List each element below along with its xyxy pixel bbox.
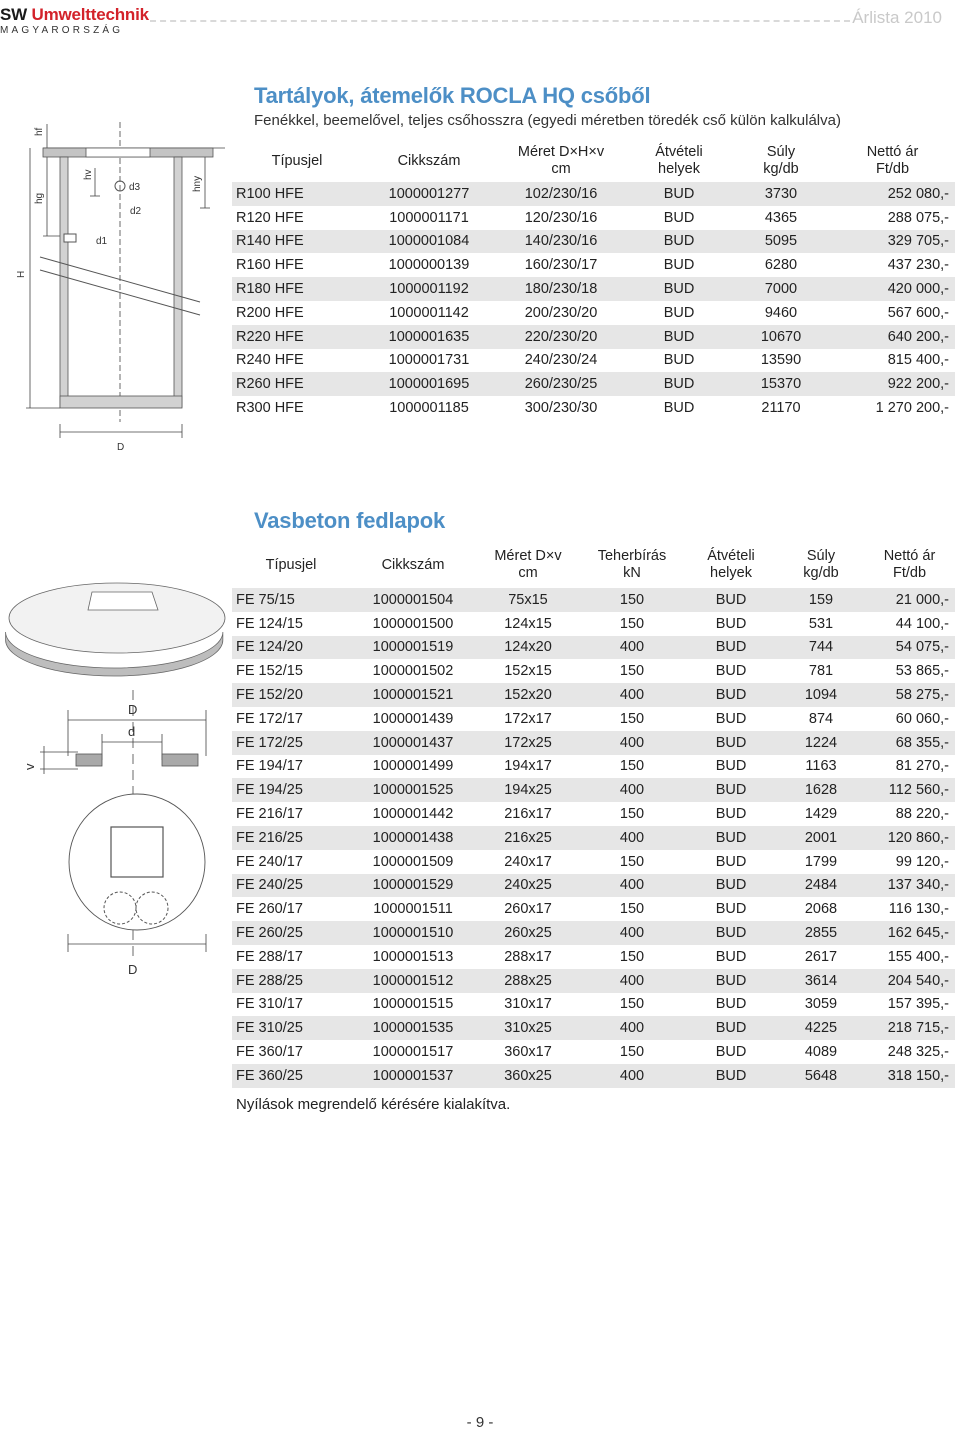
cell-load: 150 xyxy=(619,853,645,870)
cell-price: 162 645,- xyxy=(864,921,955,945)
cell-load: 150 xyxy=(619,758,645,775)
cell-code: 1000001517 xyxy=(372,1044,454,1061)
brand-country: MAGYARORSZÁG xyxy=(0,25,124,36)
cell-load: 400 xyxy=(580,921,684,945)
cell-load: 150 xyxy=(619,806,645,823)
cell-weight: 1429 xyxy=(804,806,838,823)
table-row xyxy=(232,206,955,230)
cell-code: 1000001504 xyxy=(350,588,476,612)
cell-place: BUD xyxy=(715,996,747,1013)
cell-type: FE 194/17 xyxy=(236,758,303,775)
table-row xyxy=(232,778,955,802)
cell-price: 815 400,- xyxy=(887,352,949,369)
cell-place: BUD xyxy=(684,778,778,802)
tanks-table-body xyxy=(232,182,955,420)
table-row xyxy=(232,707,955,731)
cell-price: 120 860,- xyxy=(864,826,955,850)
table-row xyxy=(232,372,955,396)
cell-place: BUD xyxy=(684,1064,778,1088)
cell-place: BUD xyxy=(684,1016,778,1040)
cell-price: 155 400,- xyxy=(887,948,949,965)
cell-weight: 3059 xyxy=(804,996,838,1013)
cell-size: 194x17 xyxy=(504,758,552,775)
brand-sw: SW xyxy=(0,5,27,24)
cell-code: 1000001635 xyxy=(362,325,496,349)
cell-code: 1000001519 xyxy=(350,636,476,660)
cell-place: BUD xyxy=(684,826,778,850)
cell-code: 1000001525 xyxy=(350,778,476,802)
cell-place: BUD xyxy=(715,615,747,632)
cell-place: BUD xyxy=(663,257,695,274)
cell-weight: 744 xyxy=(778,636,864,660)
cell-size: 240x17 xyxy=(504,853,552,870)
table-row xyxy=(232,636,955,660)
cell-type: FE 124/15 xyxy=(236,615,303,632)
cell-size: 200/230/20 xyxy=(524,304,598,321)
cell-price: 112 560,- xyxy=(864,778,955,802)
cell-code: 1000001442 xyxy=(372,806,454,823)
cell-type: FE 75/15 xyxy=(232,588,350,612)
cell-type: FE 172/25 xyxy=(232,731,350,755)
cell-place: BUD xyxy=(684,874,778,898)
cell-size: 216x25 xyxy=(476,826,580,850)
cell-weight: 4365 xyxy=(764,209,798,226)
cell-load: 150 xyxy=(619,948,645,965)
table-row xyxy=(232,850,955,874)
table-row xyxy=(232,182,955,206)
cell-type: R240 HFE xyxy=(236,352,304,369)
cell-code: 1000001731 xyxy=(388,352,470,369)
cell-price: 420 000,- xyxy=(830,277,955,301)
cell-load: 400 xyxy=(580,969,684,993)
cell-code: 1000001192 xyxy=(362,277,496,301)
brand-logo xyxy=(0,6,150,36)
cell-size: 260x17 xyxy=(504,901,552,918)
table-row xyxy=(232,921,955,945)
cell-price: 288 075,- xyxy=(887,209,949,226)
cell-weight: 1163 xyxy=(805,758,837,775)
label-d2: d2 xyxy=(130,206,142,217)
th-cover-place: Átvételi helyek xyxy=(707,548,755,581)
cell-size: 172x25 xyxy=(476,731,580,755)
cell-code: 1000001537 xyxy=(350,1064,476,1088)
th-code: Cikkszám xyxy=(397,152,461,169)
table-row xyxy=(232,802,955,826)
cell-type: R140 HFE xyxy=(232,230,362,254)
table-row xyxy=(232,755,955,779)
cell-place: BUD xyxy=(626,277,732,301)
cell-type: FE 152/20 xyxy=(232,683,350,707)
cell-place: BUD xyxy=(715,806,747,823)
cell-weight: 4089 xyxy=(804,1044,838,1061)
cell-type: FE 260/17 xyxy=(236,901,303,918)
cell-load: 400 xyxy=(580,683,684,707)
cell-place: BUD xyxy=(715,758,747,775)
table-row xyxy=(232,659,955,683)
cell-code: 1000001502 xyxy=(372,663,454,680)
cell-code: 1000001437 xyxy=(350,731,476,755)
cell-type: R100 HFE xyxy=(232,182,362,206)
cell-type: R160 HFE xyxy=(236,257,304,274)
cell-type: FE 152/15 xyxy=(236,663,303,680)
cell-place: BUD xyxy=(684,588,778,612)
cell-size: 160/230/17 xyxy=(524,257,598,274)
table-row xyxy=(232,897,955,921)
cell-code: 1000001500 xyxy=(372,615,454,632)
table-row xyxy=(232,253,955,277)
label-D: D xyxy=(117,442,125,453)
cell-price: 640 200,- xyxy=(830,325,955,349)
cell-code: 1000001439 xyxy=(372,710,454,727)
cell-price: 137 340,- xyxy=(864,874,955,898)
cell-price: 204 540,- xyxy=(864,969,955,993)
table-row xyxy=(232,277,955,301)
tanks-subtitle: Fenékkel, beemelővel, teljes csőhosszra (egyedi méretben töredék cső külön kalkulálva) xyxy=(254,112,841,129)
cell-load: 150 xyxy=(619,710,645,727)
label-H: H xyxy=(16,270,27,278)
cell-price: 248 325,- xyxy=(887,1044,949,1061)
tanks-title: Tartályok, átemelők ROCLA HQ csőből xyxy=(254,83,651,108)
cell-place: BUD xyxy=(626,372,732,396)
cell-size: 124x20 xyxy=(476,636,580,660)
cell-load: 150 xyxy=(619,615,645,632)
cell-size: 220/230/20 xyxy=(496,325,626,349)
cell-size: 240x25 xyxy=(476,874,580,898)
cell-size: 120/230/16 xyxy=(524,209,598,226)
th-type: Típusjel xyxy=(271,152,323,169)
table-row xyxy=(232,683,955,707)
cell-place: BUD xyxy=(684,969,778,993)
cell-price: 81 270,- xyxy=(895,758,949,775)
cell-place: BUD xyxy=(715,948,747,965)
tank-dimension-lines xyxy=(26,122,225,438)
cell-price: 437 230,- xyxy=(887,257,949,274)
cell-type: FE 172/17 xyxy=(236,710,303,727)
cell-type: FE 288/17 xyxy=(236,948,303,965)
cell-size: 288x25 xyxy=(476,969,580,993)
cell-price: 116 130,- xyxy=(888,901,949,918)
cell-size: 152x20 xyxy=(476,683,580,707)
cell-weight: 13590 xyxy=(760,352,802,369)
cell-type: R200 HFE xyxy=(236,304,304,321)
label-cover-D-bottom: D xyxy=(128,962,138,977)
cell-weight: 2617 xyxy=(804,948,838,965)
cell-size: 152x15 xyxy=(504,663,552,680)
label-hf: hf xyxy=(34,127,45,136)
cell-load: 400 xyxy=(580,874,684,898)
label-hny: hny xyxy=(192,175,203,192)
cell-price: 252 080,- xyxy=(830,182,955,206)
cell-load: 400 xyxy=(580,1016,684,1040)
cell-size: 102/230/16 xyxy=(496,182,626,206)
cell-load: 400 xyxy=(580,636,684,660)
cell-weight: 5648 xyxy=(778,1064,864,1088)
cell-weight: 2001 xyxy=(778,826,864,850)
cell-size: 360x17 xyxy=(504,1044,552,1061)
tank-pipe-socket xyxy=(64,234,76,242)
cell-price: 922 200,- xyxy=(830,372,955,396)
cell-type: FE 310/25 xyxy=(232,1016,350,1040)
cell-code: 1000001277 xyxy=(362,182,496,206)
table-row xyxy=(232,1016,955,1040)
label-cover-d: d xyxy=(128,724,136,739)
cell-load: 150 xyxy=(619,1044,645,1061)
cell-size: 172x17 xyxy=(504,710,552,727)
pricelist-label: Árlista 2010 xyxy=(852,8,942,27)
cell-weight: 3614 xyxy=(778,969,864,993)
table-row xyxy=(232,588,955,612)
th-size: Méret D×H×v cm xyxy=(517,144,605,177)
cell-size: 260/230/25 xyxy=(496,372,626,396)
table-row xyxy=(232,993,955,1017)
page-number: - 9 - xyxy=(466,1414,494,1431)
cell-type: FE 216/17 xyxy=(236,806,303,823)
cell-weight: 2484 xyxy=(778,874,864,898)
cell-place: BUD xyxy=(663,400,695,417)
cell-type: R180 HFE xyxy=(232,277,362,301)
cell-price: 329 705,- xyxy=(830,230,955,254)
cell-code: 1000001084 xyxy=(362,230,496,254)
table-row xyxy=(232,230,955,254)
cell-weight: 2855 xyxy=(778,921,864,945)
covers-note: Nyílások megrendelő kérésére kialakítva. xyxy=(236,1096,511,1113)
cell-weight: 1799 xyxy=(804,853,838,870)
cell-code: 1000001512 xyxy=(350,969,476,993)
cell-code: 1000001535 xyxy=(350,1016,476,1040)
cell-code: 1000000139 xyxy=(388,257,470,274)
cell-weight: 3730 xyxy=(732,182,830,206)
cell-type: FE 310/17 xyxy=(236,996,303,1013)
th-place: Átvételi helyek xyxy=(655,144,703,177)
cell-place: BUD xyxy=(684,636,778,660)
cell-place: BUD xyxy=(715,663,747,680)
cell-weight: 15370 xyxy=(732,372,830,396)
cell-code: 1000001521 xyxy=(350,683,476,707)
label-cover-v: v xyxy=(22,763,37,770)
cell-weight: 531 xyxy=(808,615,834,632)
cell-price: 21 000,- xyxy=(864,588,955,612)
cell-price: 68 355,- xyxy=(864,731,955,755)
covers-table-body xyxy=(232,588,955,1088)
cell-load: 400 xyxy=(580,1064,684,1088)
table-row xyxy=(232,325,955,349)
cell-type: FE 194/25 xyxy=(232,778,350,802)
cell-code: 1000001695 xyxy=(362,372,496,396)
cell-type: FE 240/25 xyxy=(232,874,350,898)
table-row xyxy=(232,612,955,636)
tank-diagram xyxy=(0,112,225,457)
cell-size: 300/230/30 xyxy=(524,400,598,417)
table-row xyxy=(232,945,955,969)
cell-type: FE 216/25 xyxy=(232,826,350,850)
cell-type: FE 240/17 xyxy=(236,853,303,870)
table-row xyxy=(232,396,955,420)
cell-price: 1 270 200,- xyxy=(875,400,949,417)
label-d1: d1 xyxy=(96,236,108,247)
cell-code: 1000001171 xyxy=(389,209,469,226)
cell-price: 88 220,- xyxy=(895,806,949,823)
table-row xyxy=(232,1040,955,1064)
th-cover-size: Méret D×v cm xyxy=(494,548,562,581)
cell-load: 150 xyxy=(619,996,645,1013)
cell-price: 567 600,- xyxy=(887,304,949,321)
cell-load: 400 xyxy=(580,731,684,755)
cell-type: FE 288/25 xyxy=(232,969,350,993)
cell-price: 157 395,- xyxy=(887,996,949,1013)
cell-type: FE 124/20 xyxy=(232,636,350,660)
label-hg: hg xyxy=(34,192,45,204)
th-cover-type: Típusjel xyxy=(265,556,317,573)
cell-weight: 781 xyxy=(808,663,834,680)
cell-price: 58 275,- xyxy=(864,683,955,707)
cell-size: 124x15 xyxy=(504,615,552,632)
cell-code: 1000001142 xyxy=(389,304,469,321)
cell-price: 99 120,- xyxy=(895,853,949,870)
table-row xyxy=(232,969,955,993)
cell-size: 288x17 xyxy=(504,948,552,965)
cover-3d-slab xyxy=(6,583,225,676)
tank-top-slab xyxy=(43,148,213,157)
cell-size: 180/230/18 xyxy=(496,277,626,301)
label-cover-D: D xyxy=(128,702,138,717)
cell-place: BUD xyxy=(626,230,732,254)
cover-diagram xyxy=(0,582,230,1002)
cell-place: BUD xyxy=(663,352,695,369)
cell-type: FE 360/25 xyxy=(232,1064,350,1088)
tank-walls xyxy=(60,157,182,408)
cell-price: 318 150,- xyxy=(864,1064,955,1088)
cell-code: 1000001509 xyxy=(372,853,454,870)
header-divider xyxy=(150,20,850,22)
table-row xyxy=(232,349,955,373)
cell-size: 260x25 xyxy=(476,921,580,945)
cell-place: BUD xyxy=(715,901,747,918)
cell-size: 75x15 xyxy=(476,588,580,612)
cell-type: FE 260/25 xyxy=(232,921,350,945)
cell-type: R120 HFE xyxy=(236,209,304,226)
cell-weight: 10670 xyxy=(732,325,830,349)
cell-load: 150 xyxy=(580,588,684,612)
cell-size: 140/230/16 xyxy=(496,230,626,254)
cell-load: 400 xyxy=(580,778,684,802)
cell-type: FE 360/17 xyxy=(236,1044,303,1061)
covers-title: Vasbeton fedlapok xyxy=(254,508,445,533)
cell-weight: 7000 xyxy=(732,277,830,301)
cover-section-view xyxy=(76,754,198,766)
cell-price: 60 060,- xyxy=(895,710,949,727)
cell-place: BUD xyxy=(715,710,747,727)
cell-code: 1000001515 xyxy=(372,996,454,1013)
cell-type: R220 HFE xyxy=(232,325,362,349)
cell-weight: 9460 xyxy=(764,304,798,321)
cell-size: 216x17 xyxy=(504,806,552,823)
cell-price: 53 865,- xyxy=(895,663,949,680)
th-cover-price: Nettó ár Ft/db xyxy=(883,548,936,581)
covers-table xyxy=(232,542,955,1088)
cell-load: 150 xyxy=(619,663,645,680)
cell-weight: 4225 xyxy=(778,1016,864,1040)
cell-place: BUD xyxy=(715,853,747,870)
cell-weight: 1224 xyxy=(778,731,864,755)
table-row xyxy=(232,1064,955,1088)
cover-plan-view xyxy=(69,794,205,930)
cell-place: BUD xyxy=(626,182,732,206)
cell-weight: 1094 xyxy=(778,683,864,707)
th-cover-load: Teherbírás kN xyxy=(597,548,667,581)
cell-price: 218 715,- xyxy=(864,1016,955,1040)
cell-size: 310x25 xyxy=(476,1016,580,1040)
cell-weight: 1628 xyxy=(778,778,864,802)
th-price: Nettó ár Ft/db xyxy=(866,144,919,177)
th-cover-code: Cikkszám xyxy=(381,556,445,573)
brand-umwelttechnik: Umwelttechnik xyxy=(31,5,149,24)
table-row xyxy=(232,301,955,325)
cell-size: 360x25 xyxy=(476,1064,580,1088)
table-row xyxy=(232,874,955,898)
cell-size: 240/230/24 xyxy=(524,352,598,369)
cell-place: BUD xyxy=(684,921,778,945)
th-weight: Súly kg/db xyxy=(763,144,799,177)
cell-code: 1000001438 xyxy=(350,826,476,850)
table-row xyxy=(232,731,955,755)
cell-place: BUD xyxy=(684,683,778,707)
cell-size: 194x25 xyxy=(476,778,580,802)
cell-type: R300 HFE xyxy=(236,400,304,417)
th-cover-weight: Súly kg/db xyxy=(803,548,839,581)
cell-code: 1000001510 xyxy=(350,921,476,945)
cell-price: 54 075,- xyxy=(864,636,955,660)
tanks-table xyxy=(232,140,955,420)
cell-code: 1000001185 xyxy=(389,400,469,417)
cell-weight: 2068 xyxy=(804,901,838,918)
cell-load: 150 xyxy=(619,901,645,918)
table-row xyxy=(232,826,955,850)
label-d3: d3 xyxy=(129,182,141,193)
cell-code: 1000001499 xyxy=(372,758,454,775)
cell-load: 400 xyxy=(580,826,684,850)
cell-place: BUD xyxy=(715,1044,747,1061)
cell-weight: 159 xyxy=(778,588,864,612)
cell-size: 310x17 xyxy=(504,996,552,1013)
cell-code: 1000001513 xyxy=(372,948,454,965)
cell-weight: 21170 xyxy=(761,400,801,417)
cell-price: 44 100,- xyxy=(895,615,949,632)
cell-type: R260 HFE xyxy=(232,372,362,396)
label-hv: hv xyxy=(83,169,94,180)
cell-place: BUD xyxy=(663,304,695,321)
cell-place: BUD xyxy=(626,325,732,349)
cell-weight: 874 xyxy=(808,710,834,727)
cell-code: 1000001511 xyxy=(373,901,453,918)
cell-place: BUD xyxy=(663,209,695,226)
cell-weight: 6280 xyxy=(764,257,798,274)
cell-weight: 5095 xyxy=(732,230,830,254)
cell-code: 1000001529 xyxy=(350,874,476,898)
cell-place: BUD xyxy=(684,731,778,755)
